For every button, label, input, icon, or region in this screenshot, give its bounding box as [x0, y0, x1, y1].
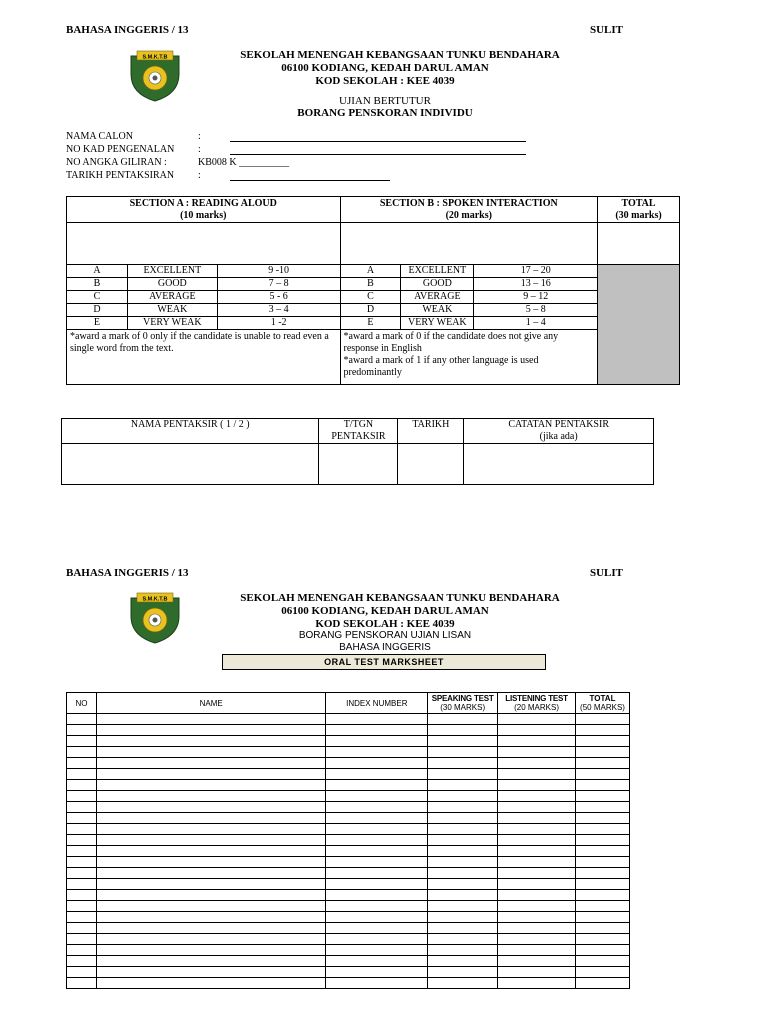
cell-name[interactable] — [96, 846, 325, 857]
cell-no[interactable] — [67, 824, 97, 835]
marksheet-header-row — [67, 693, 630, 714]
table-row — [67, 780, 630, 791]
cell-total[interactable] — [576, 890, 630, 901]
cell-name[interactable] — [96, 802, 325, 813]
cell-total[interactable] — [576, 791, 630, 802]
cell-total[interactable] — [576, 934, 630, 945]
cell-listening[interactable] — [498, 978, 576, 989]
cell-name[interactable] — [96, 747, 325, 758]
cell-total[interactable] — [576, 923, 630, 934]
cell-index-number[interactable] — [326, 725, 428, 736]
table-row — [67, 857, 630, 868]
grade-range: 1 – 4 — [474, 317, 598, 330]
cell-speaking[interactable] — [428, 978, 498, 989]
grade-letter: A — [67, 265, 128, 278]
school-code-2: KOD SEKOLAH : KEE 4039 — [315, 618, 455, 630]
speaking-label: SPEAKING TEST — [431, 694, 494, 703]
table-row — [67, 868, 630, 879]
cell-name[interactable] — [96, 945, 325, 956]
table-row — [67, 835, 630, 846]
svg-text:S.M.K.T.B: S.M.K.T.B — [142, 54, 168, 61]
cell-index-number[interactable] — [326, 802, 428, 813]
cell-index-number[interactable] — [326, 879, 428, 890]
cell-listening[interactable] — [498, 769, 576, 780]
cell-name[interactable] — [96, 912, 325, 923]
cell-index-number[interactable] — [326, 945, 428, 956]
assessor-table — [61, 418, 654, 485]
marksheet-banner: ORAL TEST MARKSHEET — [222, 654, 546, 670]
cell-total[interactable] — [576, 945, 630, 956]
cell-listening[interactable] — [498, 868, 576, 879]
cell-speaking[interactable] — [428, 714, 498, 725]
table-row — [67, 725, 630, 736]
cell-listening[interactable] — [498, 923, 576, 934]
cell-speaking[interactable] — [428, 725, 498, 736]
cell-no[interactable] — [67, 736, 97, 747]
cell-speaking[interactable] — [428, 868, 498, 879]
grade-range: 5 - 6 — [217, 291, 340, 304]
cell-no[interactable] — [67, 901, 97, 912]
total-score-box[interactable] — [598, 223, 680, 265]
table-row — [67, 879, 630, 890]
signature-header-line1: T/TGN — [343, 419, 374, 430]
cell-name[interactable] — [96, 956, 325, 967]
cell-no[interactable] — [67, 945, 97, 956]
notes-header-title: CATATAN PENTAKSIR — [508, 419, 609, 430]
cell-speaking[interactable] — [428, 846, 498, 857]
assessor-signature-header — [319, 419, 398, 444]
school-logo-2 — [127, 592, 183, 644]
cell-listening[interactable] — [498, 747, 576, 758]
grade-desc: GOOD — [127, 278, 217, 291]
marksheet-body — [67, 714, 630, 989]
cell-speaking[interactable] — [428, 780, 498, 791]
total-marks-2: (50 MARKS) — [580, 703, 625, 712]
cell-index-number[interactable] — [326, 868, 428, 879]
cell-listening[interactable] — [498, 879, 576, 890]
cell-no[interactable] — [67, 802, 97, 813]
table-row — [67, 736, 630, 747]
table-row — [67, 978, 630, 989]
cell-speaking[interactable] — [428, 824, 498, 835]
cell-listening[interactable] — [498, 934, 576, 945]
grade-desc: VERY WEAK — [401, 317, 474, 330]
cell-no[interactable] — [67, 934, 97, 945]
cell-index-number[interactable] — [326, 857, 428, 868]
field-separator: : — [198, 144, 201, 155]
grade-desc: WEAK — [127, 304, 217, 317]
school-address: 06100 KODIANG, KEDAH DARUL AMAN — [281, 62, 489, 74]
cell-listening[interactable] — [498, 714, 576, 725]
date-line[interactable] — [230, 180, 390, 181]
cell-total[interactable] — [576, 747, 630, 758]
cell-speaking[interactable] — [428, 956, 498, 967]
cell-no[interactable] — [67, 868, 97, 879]
grade-desc: GOOD — [401, 278, 474, 291]
grade-letter: B — [340, 278, 401, 291]
cell-total[interactable] — [576, 967, 630, 978]
table-row — [67, 912, 630, 923]
cell-name[interactable] — [96, 978, 325, 989]
cell-index-number[interactable] — [326, 835, 428, 846]
table-row — [67, 813, 630, 824]
cell-total[interactable] — [576, 736, 630, 747]
section-a-score-box[interactable] — [67, 223, 341, 265]
section-b-note-2: *award a mark of 1 if any other language is used predominantly — [343, 355, 539, 378]
field-separator: : — [198, 170, 201, 181]
cell-speaking[interactable] — [428, 879, 498, 890]
cell-name[interactable] — [96, 813, 325, 824]
cell-speaking[interactable] — [428, 791, 498, 802]
cell-no[interactable] — [67, 791, 97, 802]
cell-name[interactable] — [96, 934, 325, 945]
form-subtitle: BORANG PENSKORAN INDIVIDU — [297, 107, 473, 119]
cell-name[interactable] — [96, 901, 325, 912]
grade-letter: E — [67, 317, 128, 330]
table-row — [67, 967, 630, 978]
cell-speaking[interactable] — [428, 769, 498, 780]
field-label: NAMA CALON — [66, 131, 133, 142]
cell-index-number[interactable] — [326, 758, 428, 769]
grade-range: 13 – 16 — [474, 278, 598, 291]
table-row — [67, 802, 630, 813]
cell-no[interactable] — [67, 747, 97, 758]
cell-name[interactable] — [96, 769, 325, 780]
cell-index-number[interactable] — [326, 934, 428, 945]
total-shaded-cell — [598, 265, 680, 385]
cell-listening[interactable] — [498, 813, 576, 824]
cell-speaking[interactable] — [428, 857, 498, 868]
cell-total[interactable] — [576, 714, 630, 725]
form-title: UJIAN BERTUTUR — [339, 95, 431, 107]
subject-code-2: BAHASA INGGERIS / 13 — [66, 567, 189, 579]
cell-name[interactable] — [96, 879, 325, 890]
section-b-note-1: *award a mark of 0 if the candidate does not give any response in English — [343, 331, 559, 354]
grade-letter: A — [340, 265, 401, 278]
field-kad-pengenalan — [66, 144, 536, 157]
grade-letter: D — [67, 304, 128, 317]
cell-name[interactable] — [96, 758, 325, 769]
cell-speaking[interactable] — [428, 747, 498, 758]
cell-listening[interactable] — [498, 890, 576, 901]
notes-header-sub: (jika ada) — [539, 431, 578, 442]
cell-listening[interactable] — [498, 912, 576, 923]
cell-name[interactable] — [96, 714, 325, 725]
cell-index-number[interactable] — [326, 780, 428, 791]
cell-no[interactable] — [67, 857, 97, 868]
grade-desc: EXCELLENT — [127, 265, 217, 278]
cell-listening[interactable] — [498, 802, 576, 813]
cell-name[interactable] — [96, 857, 325, 868]
table-row — [67, 846, 630, 857]
cell-no[interactable] — [67, 978, 97, 989]
total-label: TOTAL — [589, 694, 616, 703]
total-header — [598, 197, 680, 223]
subject-code: BAHASA INGGERIS / 13 — [66, 24, 189, 36]
classification-label-2: SULIT — [590, 567, 624, 579]
name-line[interactable] — [230, 141, 526, 142]
cell-listening[interactable] — [498, 956, 576, 967]
listening-label: LISTENING TEST — [505, 694, 568, 703]
section-b-score-box[interactable] — [340, 223, 598, 265]
grade-range: 3 – 4 — [217, 304, 340, 317]
cell-speaking[interactable] — [428, 758, 498, 769]
cell-name[interactable] — [96, 835, 325, 846]
cell-no[interactable] — [67, 890, 97, 901]
grade-letter: C — [67, 291, 128, 304]
grade-row — [67, 278, 680, 291]
table-row — [67, 890, 630, 901]
cell-name[interactable] — [96, 890, 325, 901]
school-address-2: 06100 KODIANG, KEDAH DARUL AMAN — [281, 605, 489, 617]
cell-total[interactable] — [576, 725, 630, 736]
cell-speaking[interactable] — [428, 923, 498, 934]
cell-name[interactable] — [96, 868, 325, 879]
cell-index-number[interactable] — [326, 967, 428, 978]
school-name-2: SEKOLAH MENENGAH KEBANGSAAN TUNKU BENDAHARA — [240, 592, 560, 604]
cell-speaking[interactable] — [428, 890, 498, 901]
cell-listening[interactable] — [498, 824, 576, 835]
table-row — [67, 956, 630, 967]
section-a-header — [67, 197, 341, 223]
total-title: TOTAL — [621, 198, 656, 209]
cell-listening[interactable] — [498, 901, 576, 912]
school-name: SEKOLAH MENENGAH KEBANGSAAN TUNKU BENDAHARA — [240, 49, 560, 61]
grade-range: 9 -10 — [217, 265, 340, 278]
cell-total[interactable] — [576, 956, 630, 967]
table-row — [67, 714, 630, 725]
cell-name[interactable] — [96, 725, 325, 736]
cell-name[interactable] — [96, 791, 325, 802]
section-b-marks: (20 marks) — [445, 210, 492, 221]
cell-speaking[interactable] — [428, 934, 498, 945]
cell-total[interactable] — [576, 824, 630, 835]
field-value[interactable]: KB008 K __________ — [198, 157, 290, 168]
grade-desc: AVERAGE — [401, 291, 474, 304]
field-nama-calon — [66, 131, 536, 144]
grade-row — [67, 291, 680, 304]
grade-range: 7 – 8 — [217, 278, 340, 291]
marksheet-subtitle: BAHASA INGGERIS — [339, 642, 431, 653]
cell-index-number[interactable] — [326, 846, 428, 857]
cell-listening[interactable] — [498, 758, 576, 769]
cell-index-number[interactable] — [326, 813, 428, 824]
field-label: NO KAD PENGENALAN — [66, 144, 175, 155]
cell-listening[interactable] — [498, 835, 576, 846]
svg-text:S.M.K.T.B: S.M.K.T.B — [142, 596, 168, 603]
cell-name[interactable] — [96, 967, 325, 978]
col-speaking-test — [428, 693, 498, 714]
cell-listening[interactable] — [498, 736, 576, 747]
cell-total[interactable] — [576, 780, 630, 791]
grade-range: 5 – 8 — [474, 304, 598, 317]
grade-range: 9 – 12 — [474, 291, 598, 304]
cell-no[interactable] — [67, 967, 97, 978]
ic-line[interactable] — [230, 154, 526, 155]
cell-speaking[interactable] — [428, 945, 498, 956]
cell-index-number[interactable] — [326, 769, 428, 780]
scoring-table — [66, 196, 680, 385]
oral-marksheet-table — [66, 692, 630, 989]
cell-index-number[interactable] — [326, 747, 428, 758]
cell-speaking[interactable] — [428, 967, 498, 978]
cell-total[interactable] — [576, 802, 630, 813]
marksheet-title: BORANG PENSKORAN UJIAN LISAN — [298, 630, 472, 641]
candidate-info — [66, 131, 536, 183]
table-row — [67, 923, 630, 934]
cell-speaking[interactable] — [428, 802, 498, 813]
cell-speaking[interactable] — [428, 835, 498, 846]
cell-no[interactable] — [67, 758, 97, 769]
cell-total[interactable] — [576, 813, 630, 824]
table-row — [67, 945, 630, 956]
cell-index-number[interactable] — [326, 791, 428, 802]
cell-index-number[interactable] — [326, 956, 428, 967]
table-row — [67, 934, 630, 945]
col-index-number: INDEX NUMBER — [326, 693, 428, 714]
cell-index-number[interactable] — [326, 923, 428, 934]
grade-letter: D — [340, 304, 401, 317]
cell-listening[interactable] — [498, 846, 576, 857]
section-b-title: SECTION B : SPOKEN INTERACTION — [379, 198, 558, 209]
grade-desc: EXCELLENT — [401, 265, 474, 278]
assessor-signature-cell[interactable] — [319, 444, 398, 485]
section-a-marks: (10 marks) — [180, 210, 227, 221]
cell-listening[interactable] — [498, 791, 576, 802]
cell-name[interactable] — [96, 780, 325, 791]
cell-speaking[interactable] — [428, 901, 498, 912]
grade-desc: AVERAGE — [127, 291, 217, 304]
cell-listening[interactable] — [498, 945, 576, 956]
cell-no[interactable] — [67, 780, 97, 791]
cell-speaking[interactable] — [428, 736, 498, 747]
cell-total[interactable] — [576, 901, 630, 912]
field-label: TARIKH PENTAKSIRAN — [66, 170, 175, 181]
assessor-notes-cell[interactable] — [464, 444, 654, 485]
assessor-name-header: NAMA PENTAKSIR ( 1 / 2 ) — [62, 419, 319, 444]
cell-total[interactable] — [576, 868, 630, 879]
cell-no[interactable] — [67, 846, 97, 857]
cell-total[interactable] — [576, 857, 630, 868]
grade-row — [67, 317, 680, 330]
cell-index-number[interactable] — [326, 912, 428, 923]
school-code: KOD SEKOLAH : KEE 4039 — [315, 75, 455, 87]
total-marks: (30 marks) — [615, 210, 662, 221]
col-no: NO — [67, 693, 97, 714]
cell-total[interactable] — [576, 769, 630, 780]
cell-index-number[interactable] — [326, 901, 428, 912]
cell-no[interactable] — [67, 769, 97, 780]
col-name: NAME — [96, 693, 325, 714]
assessor-date-header: TARIKH — [398, 419, 464, 444]
cell-no[interactable] — [67, 923, 97, 934]
classification-label: SULIT — [590, 24, 624, 36]
section-b-notes — [340, 330, 598, 385]
section-a-title: SECTION A : READING ALOUD — [129, 198, 277, 209]
cell-listening[interactable] — [498, 857, 576, 868]
cell-total[interactable] — [576, 912, 630, 923]
grade-desc: WEAK — [401, 304, 474, 317]
listening-marks: (20 MARKS) — [514, 703, 560, 712]
table-row — [67, 758, 630, 769]
cell-no[interactable] — [67, 879, 97, 890]
cell-no[interactable] — [67, 912, 97, 923]
assessor-date-cell[interactable] — [398, 444, 464, 485]
cell-speaking[interactable] — [428, 813, 498, 824]
table-row — [67, 747, 630, 758]
cell-index-number[interactable] — [326, 824, 428, 835]
grade-row — [67, 265, 680, 278]
field-label: NO ANGKA GILIRAN : — [66, 157, 167, 168]
table-row — [67, 824, 630, 835]
section-b-header — [340, 197, 598, 223]
cell-index-number[interactable] — [326, 890, 428, 901]
speaking-marks: (30 MARKS) — [440, 703, 486, 712]
col-total — [576, 693, 630, 714]
cell-total[interactable] — [576, 758, 630, 769]
cell-total[interactable] — [576, 978, 630, 989]
field-tarikh-pentaksiran — [66, 170, 536, 183]
cell-no[interactable] — [67, 725, 97, 736]
table-row — [67, 791, 630, 802]
grade-range: 1 -2 — [217, 317, 340, 330]
cell-no[interactable] — [67, 835, 97, 846]
cell-name[interactable] — [96, 923, 325, 934]
cell-listening[interactable] — [498, 967, 576, 978]
grade-letter: E — [340, 317, 401, 330]
cell-total[interactable] — [576, 846, 630, 857]
cell-speaking[interactable] — [428, 912, 498, 923]
cell-no[interactable] — [67, 813, 97, 824]
grade-range: 17 – 20 — [474, 265, 598, 278]
assessor-name-cell[interactable] — [62, 444, 319, 485]
field-angka-giliran — [66, 157, 536, 170]
cell-name[interactable] — [96, 824, 325, 835]
cell-index-number[interactable] — [326, 736, 428, 747]
cell-no[interactable] — [67, 956, 97, 967]
assessor-notes-header — [464, 419, 654, 444]
section-a-note: *award a mark of 0 only if the candidate is unable to read even a single word from the text. — [67, 330, 341, 385]
cell-listening[interactable] — [498, 780, 576, 791]
grade-letter: B — [67, 278, 128, 291]
cell-no[interactable] — [67, 714, 97, 725]
grade-letter: C — [340, 291, 401, 304]
table-row — [67, 769, 630, 780]
col-listening-test — [498, 693, 576, 714]
grade-row — [67, 304, 680, 317]
grade-desc: VERY WEAK — [127, 317, 217, 330]
cell-total[interactable] — [576, 835, 630, 846]
cell-index-number[interactable] — [326, 714, 428, 725]
table-row — [67, 901, 630, 912]
school-logo — [127, 50, 183, 102]
cell-listening[interactable] — [498, 725, 576, 736]
signature-header-line2: PENTAKSIR — [331, 431, 386, 442]
cell-name[interactable] — [96, 736, 325, 747]
field-separator: : — [198, 131, 201, 142]
cell-total[interactable] — [576, 879, 630, 890]
cell-index-number[interactable] — [326, 978, 428, 989]
